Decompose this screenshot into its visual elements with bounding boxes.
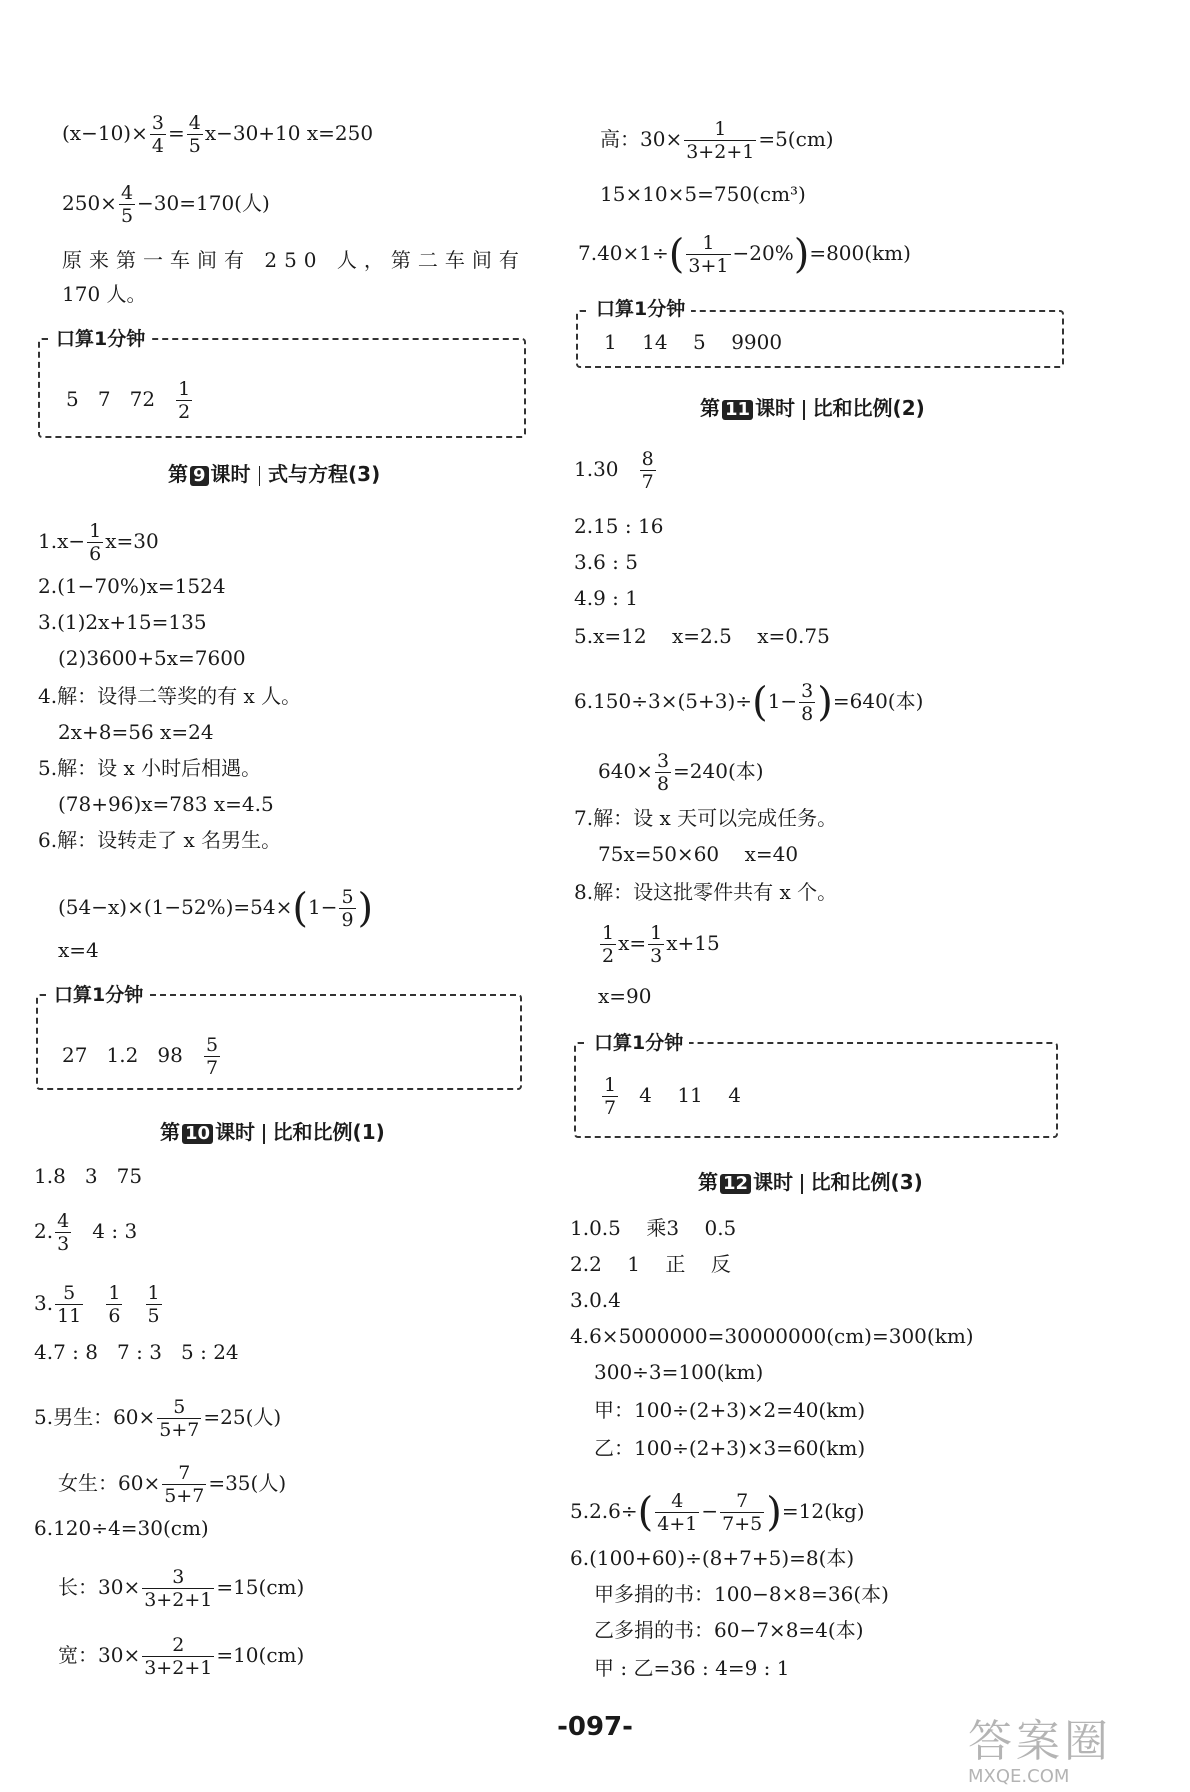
fraction: $\frac{1}{2}$ (178, 378, 191, 423)
answer-line: 2.(1−70%)x=1524 (38, 574, 226, 598)
answer-line: 2x+8=56 x=24 (58, 720, 214, 744)
fraction: $\frac{2}{3+2+1}$ (144, 1634, 213, 1679)
lesson-number: 12 (720, 1174, 751, 1194)
answer-line: 长：30× $\frac{3}{3+2+1}$ =15(cm) (58, 1566, 305, 1611)
fraction: $\frac{3}{8}$ (656, 750, 670, 795)
answer-line: 4.7 : 8 7 : 3 5 : 24 (34, 1340, 239, 1364)
left-line-3: 原来第一车间有 250 人，第二车间有 (62, 248, 526, 272)
section-heading: 第 10 课时 比和比例(1) (160, 1120, 385, 1144)
fraction: $\frac{1}{3}$ (650, 922, 663, 967)
lesson-number: 9 (190, 466, 209, 486)
answer-line: (78+96)x=783 x=4.5 (58, 792, 274, 816)
oral-answers: 27 1.2 98 $\frac{5}{7}$ (62, 1034, 219, 1079)
fraction: $\frac{1}{7}$ (604, 1074, 617, 1119)
answer-line: 3.(1)2x+15=135 (38, 610, 207, 634)
section-heading: 第 12 课时 比和比例(3) (698, 1170, 923, 1194)
left-line-1: (x−10)× $\frac{3}{4}$ = $\frac{4}{5}$ x−30+10 x=250 (62, 112, 374, 157)
divider (263, 1124, 265, 1144)
oral-answers: 5 7 72 $\frac{1}{2}$ (66, 378, 191, 423)
answer-line: 6.(100+60)÷(8+7+5)=8(本) (570, 1546, 855, 1570)
answer-line: 2. $\frac{4}{3}$ 4 : 3 (34, 1210, 138, 1255)
fraction: $\frac{5}{9}$ (341, 886, 354, 931)
fraction: $\frac{5}{5+7}$ (159, 1396, 200, 1441)
oral-box-label: 口算1分钟 (588, 1028, 689, 1055)
fraction: $\frac{4}{5}$ (188, 112, 201, 157)
section-heading: 第 9 课时 式与方程(3) (168, 462, 381, 486)
divider (803, 400, 805, 420)
answer-line: 2.15 : 16 (574, 514, 664, 538)
answer-line: 1.8 3 75 (34, 1164, 143, 1188)
answer-line: 宽：30× $\frac{2}{3+2+1}$ =10(cm) (58, 1634, 305, 1679)
answer-line: $\frac{1}{2}$ x= $\frac{1}{3}$ x+15 (602, 922, 720, 967)
answer-line: 640× $\frac{3}{8}$ =240(本) (598, 750, 764, 795)
answer-line: 4.解：设得二等奖的有 x 人。 (38, 684, 302, 708)
right-line-3: 7.40×1÷( $\frac{1}{3+1}$ −20%)=800(km) (578, 231, 911, 278)
answer-line: 1.0.5 乘3 0.5 (570, 1216, 737, 1240)
answer-line: 75x=50×60 x=40 (598, 842, 799, 866)
answer-line: 甲：100÷(2+3)×2=40(km) (594, 1398, 866, 1422)
fraction: $\frac{4}{5}$ (120, 182, 134, 227)
fraction: $\frac{1}{2}$ (602, 922, 615, 967)
fraction: $\frac{1}{6}$ (89, 520, 102, 565)
answer-line: 5.x=12 x=2.5 x=0.75 (574, 624, 830, 648)
right-line-1: 高：30× $\frac{1}{3+2+1}$ =5(cm) (600, 118, 834, 163)
lesson-number: 11 (722, 400, 753, 420)
left-line-4: 170 人。 (62, 282, 147, 306)
answer-line: 2.2 1 正 反 (570, 1252, 731, 1276)
answer-line: 甲 : 乙=36 : 4=9 : 1 (594, 1656, 790, 1680)
answer-line: 甲多捐的书：100−8×8=36(本) (594, 1582, 889, 1606)
divider (801, 1174, 803, 1194)
oral-box-label: 口算1分钟 (590, 294, 691, 321)
answer-line: 4.9 : 1 (574, 586, 638, 610)
fraction: $\frac{7}{5+7}$ (164, 1462, 205, 1507)
answer-line: 8.解：设这批零件共有 x 个。 (574, 880, 838, 904)
answer-line: 女生：60× $\frac{7}{5+7}$ =35(人) (58, 1462, 287, 1507)
fraction: $\frac{4}{3}$ (57, 1210, 70, 1255)
answer-line: 6.120÷4=30(cm) (34, 1516, 209, 1540)
fraction: $\frac{5}{11}$ (57, 1282, 82, 1327)
answer-line: 3.0.4 (570, 1288, 621, 1312)
page-number: -097- (557, 1712, 633, 1742)
fraction: $\frac{3}{3+2+1}$ (144, 1566, 213, 1611)
oral-box-label: 口算1分钟 (50, 324, 151, 351)
answer-line: 3.6 : 5 (574, 550, 638, 574)
lesson-number: 10 (182, 1124, 213, 1144)
answer-line: x=90 (598, 984, 652, 1008)
fraction: $\frac{5}{7}$ (205, 1034, 219, 1079)
fraction: $\frac{3}{8}$ (801, 680, 814, 725)
answer-line: 6.解：设转走了 x 名男生。 (38, 828, 282, 852)
answer-line: 5.解：设 x 小时后相遇。 (38, 756, 262, 780)
oral-box-label: 口算1分钟 (48, 980, 149, 1007)
answer-line: (2)3600+5x=7600 (58, 646, 246, 670)
answer-line: 1.x− $\frac{1}{6}$ x=30 (38, 520, 159, 565)
fraction: $\frac{4}{4+1}$ (657, 1490, 698, 1535)
left-line-2: 250× $\frac{4}{5}$ −30=170(人) (62, 182, 270, 227)
answer-line: (54−x)×(1−52%)=54×(1− $\frac{5}{9}$ ) (58, 885, 374, 932)
answer-line: 1.30 $\frac{8}{7}$ (574, 448, 654, 493)
fraction: $\frac{1}{3+1}$ (688, 232, 729, 277)
fraction: $\frac{8}{7}$ (641, 448, 654, 493)
right-line-2: 15×10×5=750(cm³) (600, 182, 806, 206)
fraction: $\frac{1}{6}$ (108, 1282, 121, 1327)
fraction: $\frac{3}{4}$ (151, 112, 164, 157)
section-heading: 第 11 课时 比和比例(2) (700, 396, 925, 420)
answer-line: 6.150÷3×(5+3)÷(1− $\frac{3}{8}$ )=640(本) (574, 679, 924, 726)
answer-line: 乙多捐的书：60−7×8=4(本) (594, 1618, 864, 1642)
answer-line: 5.男生：60× $\frac{5}{5+7}$ =25(人) (34, 1396, 282, 1441)
answer-line: 5.2.6÷( $\frac{4}{4+1}$ − $\frac{7}{7+5}$ )=12(kg) (570, 1489, 865, 1536)
fraction: $\frac{7}{7+5}$ (722, 1490, 763, 1535)
watermark: 答案圈 MXQE.COM (968, 1716, 1112, 1787)
answer-line: 乙：100÷(2+3)×3=60(km) (594, 1436, 866, 1460)
fraction: $\frac{1}{3+2+1}$ (686, 118, 755, 163)
answer-line: 3. $\frac{5}{11}$ $\frac{1}{6}$ $\frac{1}{5}$ (34, 1282, 160, 1327)
answer-line: 300÷3=100(km) (594, 1360, 764, 1384)
answer-line: 7.解：设 x 天可以完成任务。 (574, 806, 838, 830)
answer-line: 4.6×5000000=30000000(cm)=300(km) (570, 1324, 974, 1348)
answer-line: x=4 (58, 938, 99, 962)
oral-answers: $\frac{1}{7}$ 4 11 4 (604, 1074, 741, 1119)
divider (259, 466, 261, 486)
oral-answers: 1 14 5 9900 (604, 330, 783, 354)
fraction: $\frac{1}{5}$ (147, 1282, 160, 1327)
